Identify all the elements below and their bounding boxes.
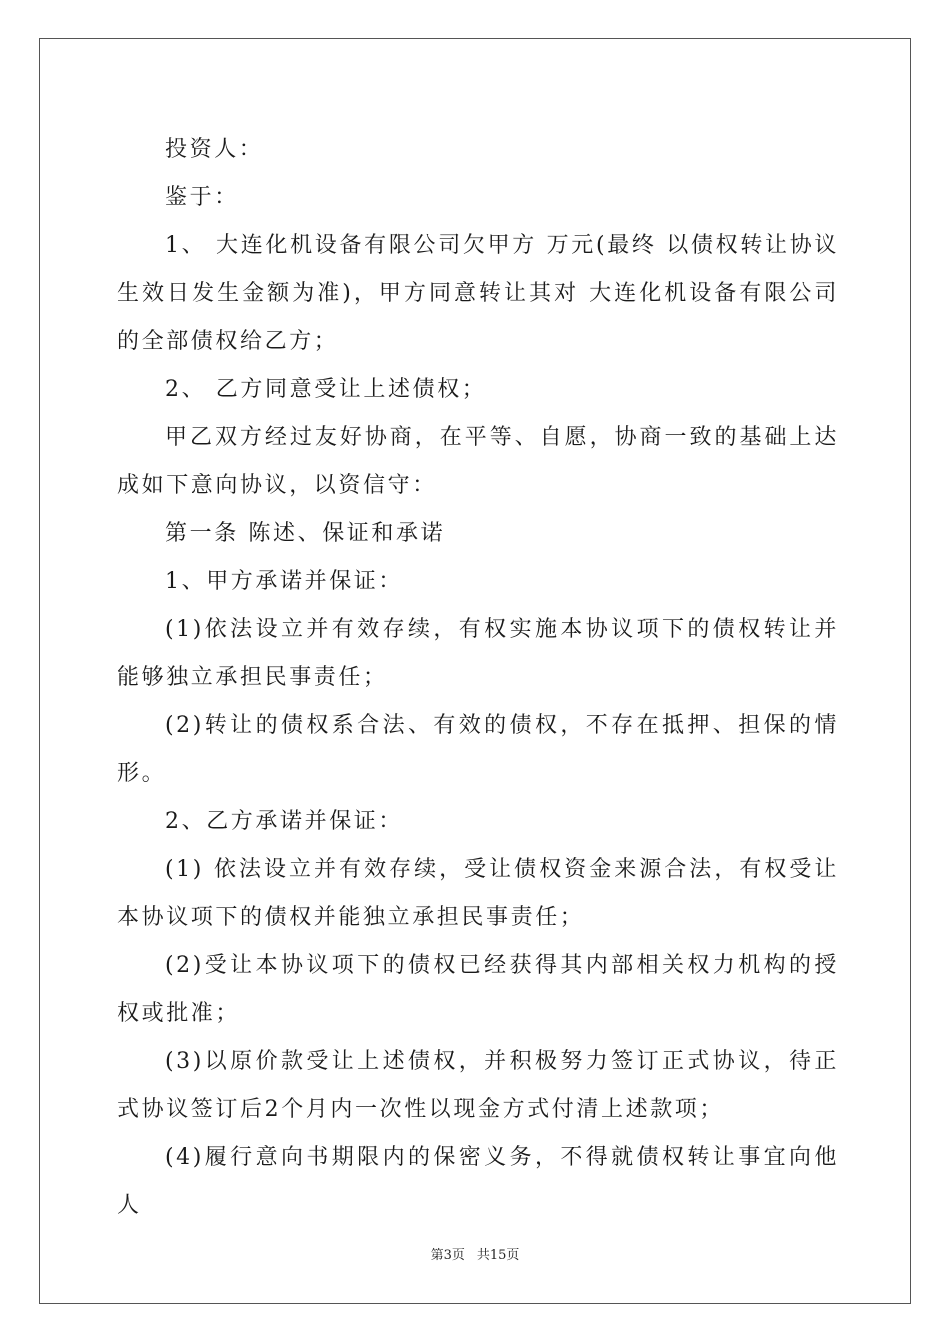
paragraph: (4)履行意向书期限内的保密义务，不得就债权转让事宜向他人 — [117, 1145, 839, 1218]
paragraph: (3)以原价款受让上述债权，并积极努力签订正式协议，待正式协议签订后2个月内一次性以现金方式付清上述款项； — [117, 1049, 839, 1122]
page-total: 共15页 — [476, 1248, 520, 1263]
paragraph: 鉴于： — [165, 185, 239, 210]
paragraph: 1、 大连化机设备有限公司欠甲方 万元(最终 以债权转让协议生效日发生金额为准)，甲方同意转让其对 大连化机设备有限公司的全部债权给乙方； — [117, 233, 839, 354]
paragraph: (2)受让本协议项下的债权已经获得其内部相关权力机构的授权或批准； — [117, 953, 839, 1026]
paragraph: (2)转让的债权系合法、有效的债权，不存在抵押、担保的情形。 — [117, 713, 839, 786]
paragraph: 投资人： — [165, 137, 264, 162]
paragraph: 甲乙双方经过友好协商，在平等、自愿，协商一致的基础上达成如下意向协议，以资信守： — [117, 425, 839, 498]
paragraph: 1、甲方承诺并保证： — [165, 569, 403, 594]
page-footer — [0, 1244, 950, 1263]
section-heading: 第一条 陈述、保证和承诺 — [165, 521, 446, 546]
page-number: 第3页 — [430, 1248, 465, 1263]
paragraph: 2、乙方承诺并保证： — [165, 809, 403, 834]
document-body — [117, 126, 839, 1230]
paragraph: 2、 乙方同意受让上述债权； — [165, 377, 487, 402]
paragraph: (1) 依法设立并有效存续，受让债权资金来源合法，有权受让本协议项下的债权并能独立承担民事责任； — [117, 857, 839, 930]
paragraph: (1)依法设立并有效存续，有权实施本协议项下的债权转让并能够独立承担民事责任； — [117, 617, 839, 690]
